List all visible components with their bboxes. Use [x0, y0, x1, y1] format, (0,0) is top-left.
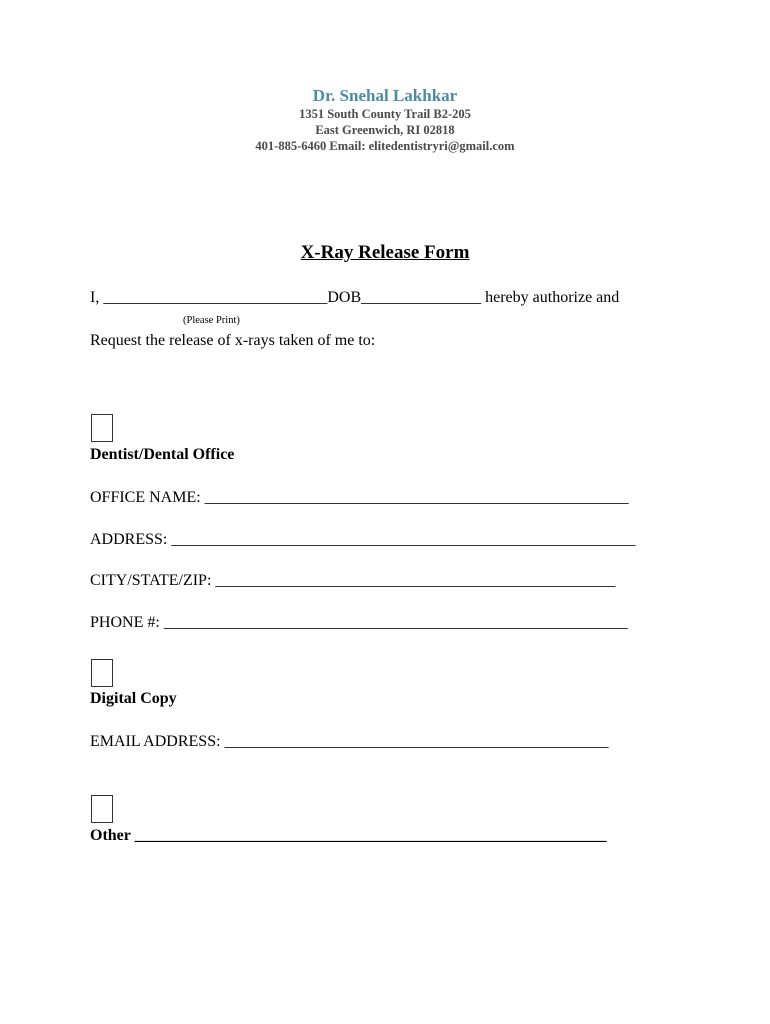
contact-line: 401-885-6460 Email: elitedentistryri@gmail.com [255, 139, 515, 153]
office-name-field[interactable]: OFFICE NAME: _____________________________________________________ [90, 489, 629, 506]
other-field[interactable]: Other ___________________________________________________________ [90, 827, 607, 844]
city-state-zip-field[interactable]: CITY/STATE/ZIP: __________________________________________________ [90, 572, 616, 589]
request-line: Request the release of x-rays taken of me to: [90, 332, 376, 349]
phone-field[interactable]: PHONE #: __________________________________________________________ [90, 614, 628, 631]
email-address-field[interactable]: EMAIL ADDRESS: ________________________________________________ [90, 733, 609, 750]
other-checkbox[interactable] [91, 795, 113, 823]
digital-copy-heading: Digital Copy [90, 690, 177, 707]
form-title: X-Ray Release Form [300, 242, 470, 263]
address-line-2: East Greenwich, RI 02818 [315, 123, 455, 137]
digital-copy-checkbox[interactable] [91, 659, 113, 687]
print-hint: (Please Print) [183, 315, 240, 326]
dental-office-checkbox[interactable] [91, 414, 113, 442]
authorization-line[interactable]: I, ____________________________DOB_______________ hereby authorize and [90, 289, 620, 306]
address-line-1: 1351 South County Trail B2-205 [299, 107, 471, 121]
doctor-name: Dr. Snehal Lakhkar [312, 86, 458, 105]
address-field[interactable]: ADDRESS: __________________________________________________________ [90, 531, 636, 548]
dental-office-heading: Dentist/Dental Office [90, 446, 235, 463]
